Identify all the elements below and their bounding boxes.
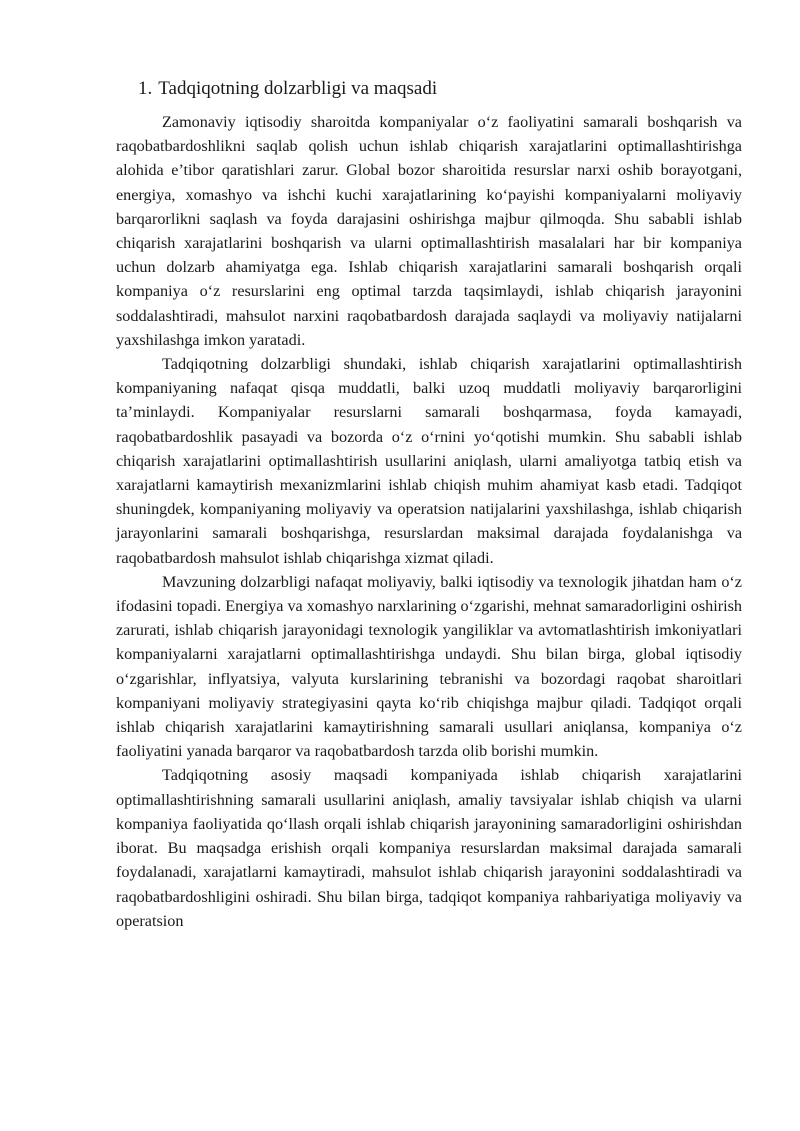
section-number: 1. xyxy=(138,78,153,99)
paragraph-research-goal: Tadqiqotning asosiy maqsadi kompaniyada ishlab chiqarish xarajatlarini optimallashtirishning samarali usullarini aniqlash, amaliy tavsiyalar ishlab chiqish va ularni kompaniya faoliyatida qo‘llash orqali ishlab chiqarish jarayonining samaradorligini oshirishdan iborat. Bu maqsadga erishish orqali kompaniya resurslardan maksimal darajada samarali foydalanadi, xarajatlarni kamaytiradi, mahsulot ishlab chiqarish jarayonini soddalashtiradi va raqobatbardoshligini oshiradi. Shu bilan birga, tadqiqot kompaniya rahbariyatiga moliyaviy va operatsion xyxy=(116,766,742,930)
paragraph-relevance-technology: Mavzuning dolzarbligi nafaqat moliyaviy, balki iqtisodiy va texnologik jihatdan ham o‘z ifodasini topadi. Energiya va xomashyo narxlarining o‘zgarishi, mehnat samaradorligini oshirish zarurati, ishlab chiqarish jarayonidagi texnologik yangiliklar va avtomatlashtirish imkoniyatlari kompaniyalarni xarajatlarni optimallashtirishga undaydi. Shu bilan birga, global iqtisodiy o‘zgarishlar, inflyatsiya, valyuta kurslarining tebranishi va bozordagi raqobat sharoitlari kompaniyani moliyaviy strategiyasini qayta ko‘rib chiqishga majbur qiladi. Tadqiqot orqali ishlab chiqarish xarajatlarini kamaytirishning samarali usullari aniqlansa, kompaniya o‘z faoliyatini yanada barqaror va raqobatbardosh tarzda olib borishi mumkin. xyxy=(116,572,742,761)
section-title: Tadqiqotning dolzarbligi va maqsadi xyxy=(158,78,438,99)
paragraph-relevance-intro: Zamonaviy iqtisodiy sharoitda kompaniyalar o‘z faoliyatini samarali boshqarish va raqobatbardoshlikni saqlab qolish uchun ishlab chiqarish xarajatlarini optimallashtirishga alohida e’tibor qaratishlari zarur. Global bozor sharoitida resurslar narxi oshib borayotgani, energiya, xomashyo va ishchi kuchi xarajatlarining ko‘payishi kompaniyalarni moliyaviy barqarorlikni saqlash va foyda darajasini oshirishga majbur qilmoqda. Shu sababli ishlab chiqarish xarajatlarini boshqarish va ularni optimallashtirish masalalari har bir kompaniya uchun dolzarb ahamiyatga ega. Ishlab chiqarish xarajatlarini samarali boshqarish orqali kompaniya o‘z resurslarini eng optimal tarzda taqsimlaydi, ishlab chiqarish jarayonini soddalashtiradi, mahsulot narxini raqobatbardosh darajada saqlaydi va moliyaviy natijalarni yaxshilashga imkon yaratadi. xyxy=(116,113,742,349)
page-content xyxy=(116,76,742,933)
section-heading xyxy=(116,76,742,102)
paragraph-relevance-stability: Tadqiqotning dolzarbligi shundaki, ishlab chiqarish xarajatlarini optimallashtirish kompaniyaning nafaqat qisqa muddatli, balki uzoq muddatli moliyaviy barqarorligini ta’minlaydi. Kompaniyalar resurslarni samarali boshqarmasa, foyda kamayadi, raqobatbardoshlik pasayadi va bozorda o‘z o‘rnini yo‘qotishi mumkin. Shu sababli ishlab chiqarish xarajatlarini optimallashtirish usullarini aniqlash, ularni amaliyotga tatbiq etish va xarajatlarni kamaytirish mexanizmlarini ishlab chiqish muhim ahamiyat kasb etadi. Tadqiqot shuningdek, kompaniyaning moliyaviy va operatsion natijalarini yaxshilashga, ishlab chiqarish jarayonlarini samarali boshqarishga, resurslardan maksimal darajada foydalanishga va raqobatbardosh mahsulot ishlab chiqarishga xizmat qiladi. xyxy=(116,355,742,567)
